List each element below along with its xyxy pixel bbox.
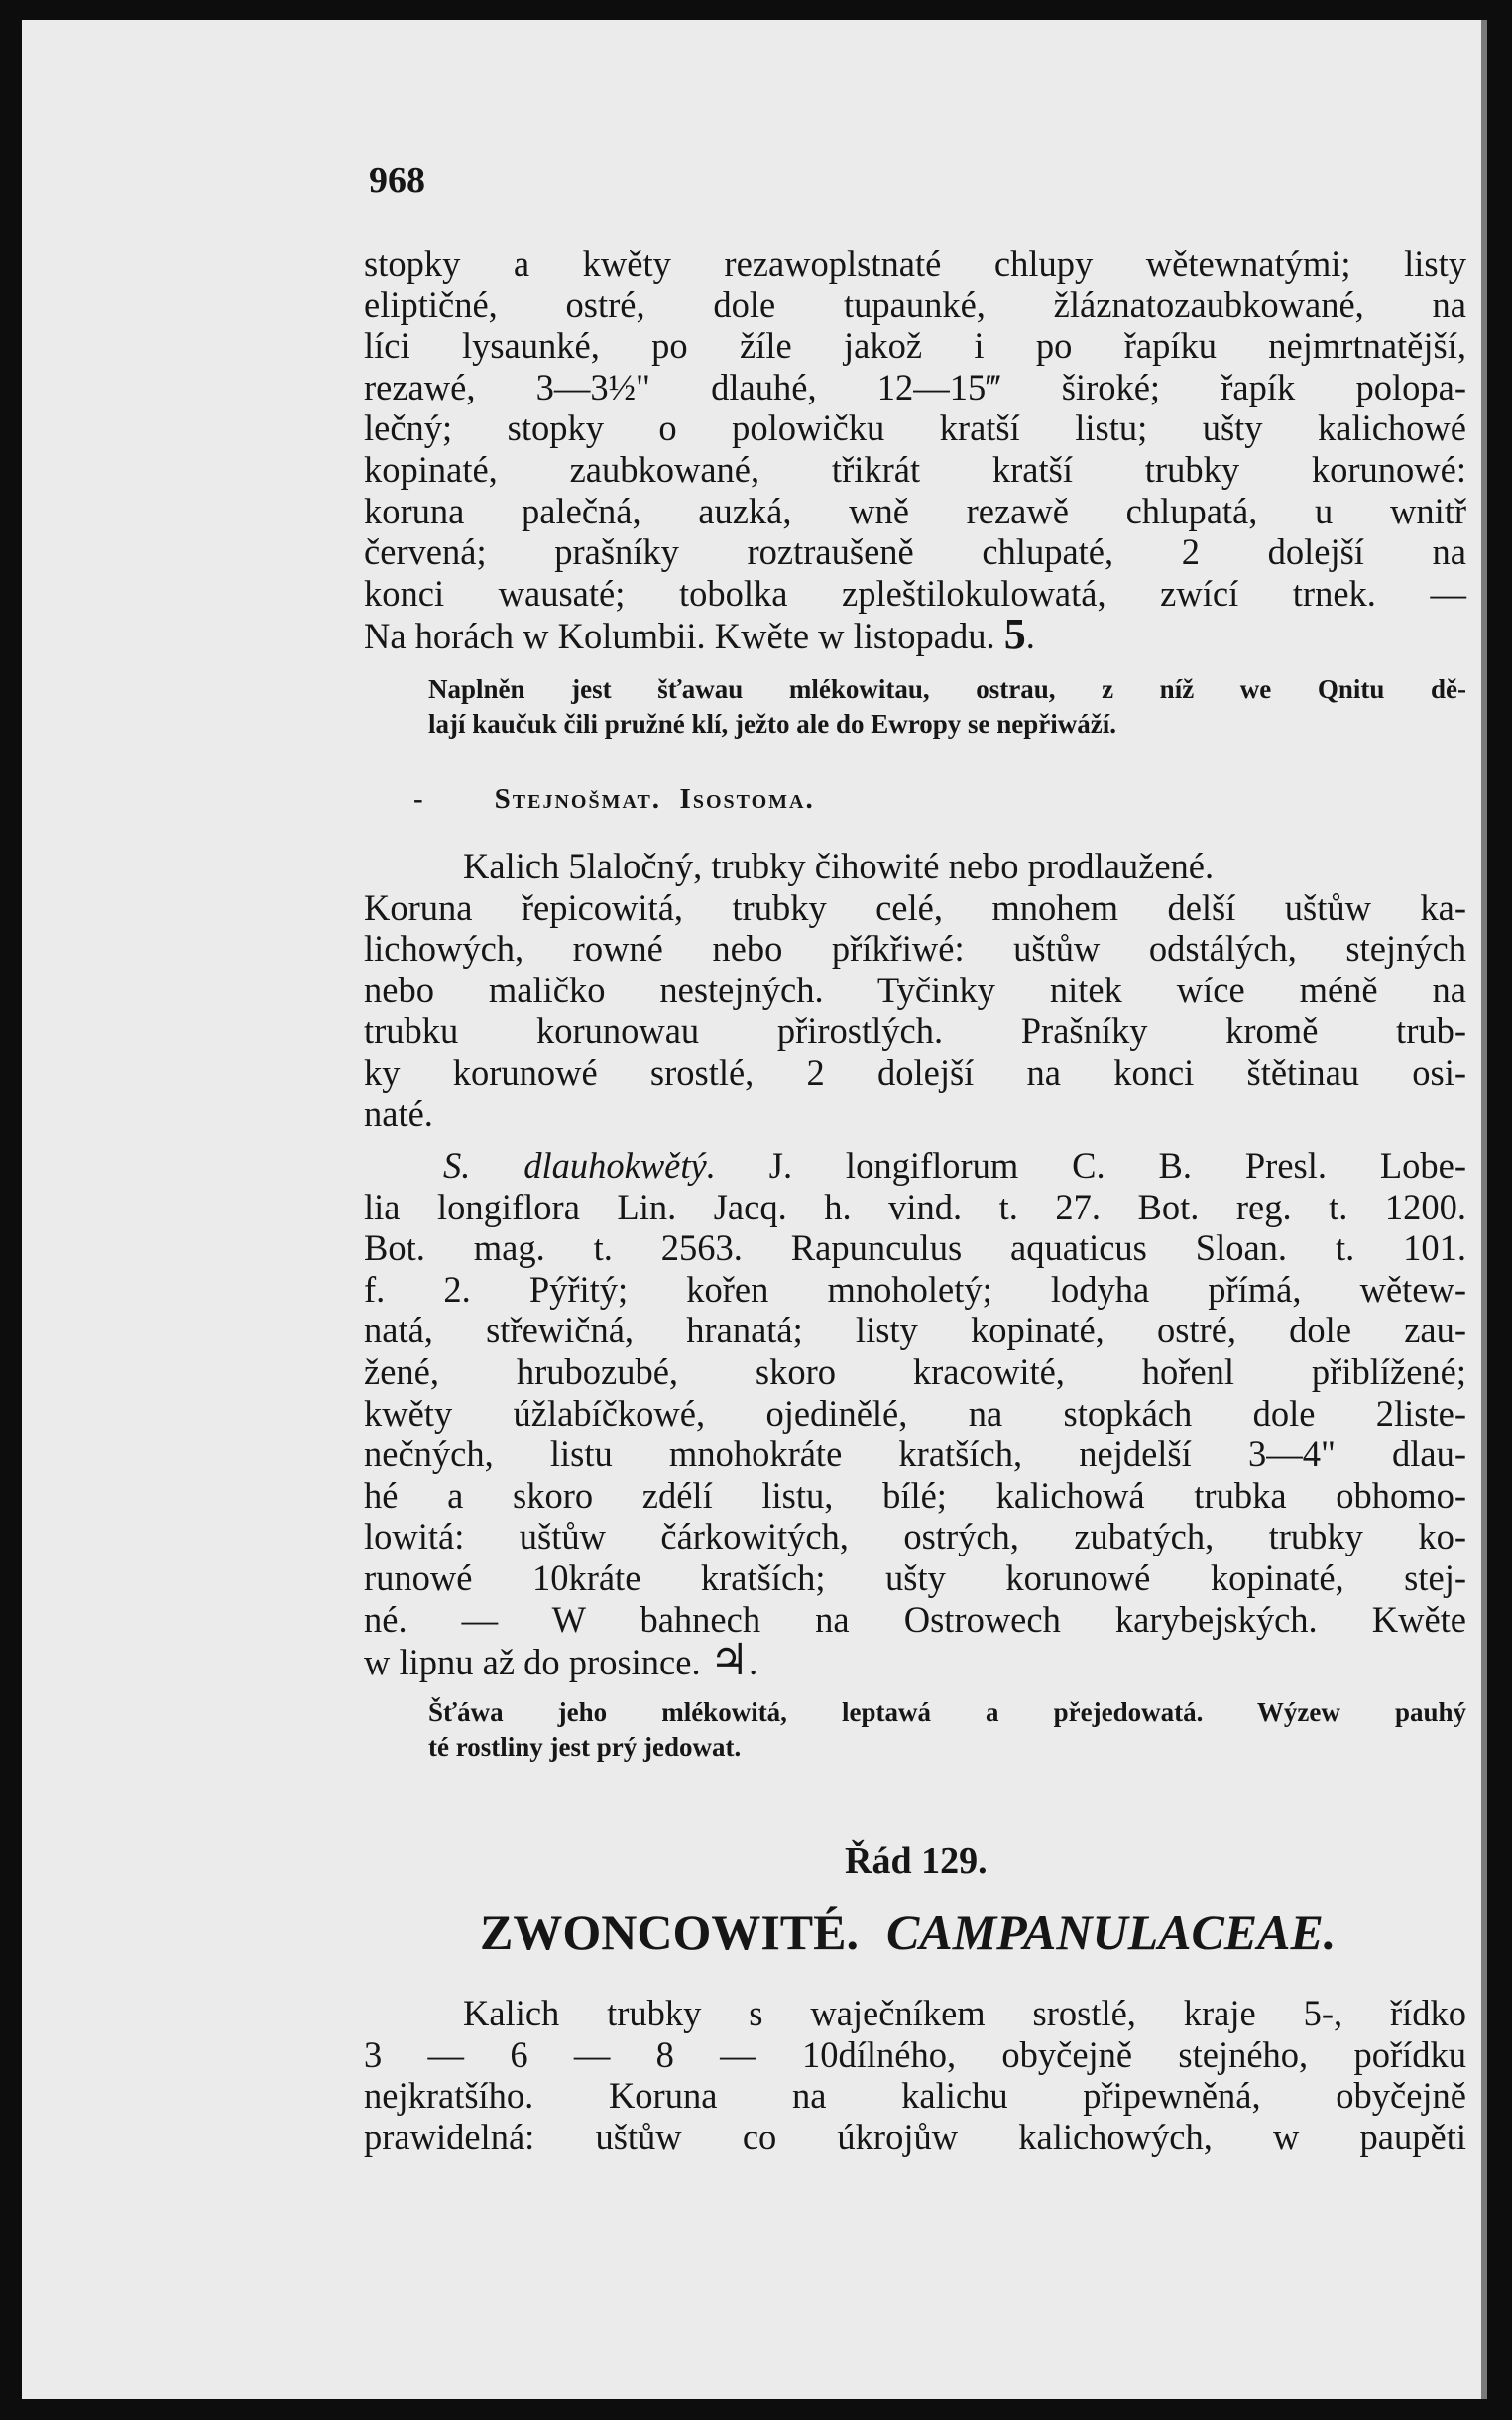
text-line-last: w lipnu až do prosince. ♃.	[364, 1636, 758, 1685]
text-line: Kalich 5laločný, trubky čihowité nebo prodlaužené.	[463, 846, 1215, 886]
species-name: S. dlauhokwětý.	[443, 1145, 716, 1186]
species-line	[364, 1145, 1466, 1187]
text-line: stopky a kwěty rezawoplstnaté chlupy wětewnatými; listy	[364, 243, 1466, 284]
page-number: 968	[369, 160, 425, 201]
text-line: lowitá: uštůw čárkowitých, ostrých, zubatých, trubky ko-	[364, 1516, 1466, 1557]
text-line: červená; prašníky roztraušeně chlupaté, 2 dolejší na	[364, 531, 1466, 573]
text-line: kwěty úžlabíčkowé, ojedinělé, na stopkách dole 2liste-	[364, 1392, 1466, 1434]
note-line: té rostliny jest prý jedowat.	[428, 1732, 742, 1762]
shrub-symbol: 5	[1003, 610, 1026, 659]
text-line: kopinaté, zaubkowané, třikrát kratší trubky korunowé:	[364, 448, 1466, 490]
species-line: Bot. mag. t. 2563. Rapunculus aquaticus Sloan. t. 101.	[364, 1227, 1466, 1269]
text-line: lichowých, rowné nebo příkřiwé: uštůw odstálých, stejných	[364, 928, 1466, 970]
habitat-text: Na horách w Kolumbii. Kwěte w listopadu.	[364, 616, 995, 657]
text-line: líci lysaunké, po žíle jakož i po řapíku nejmrtnatější,	[364, 325, 1466, 367]
genus-description-paragraph	[364, 846, 1466, 1134]
text-line: konci wausaté; tobolka zpleštilokulowatá, zwící trnek. —	[364, 572, 1466, 614]
text-line: Kalich trubky s waječníkem srostlé, kraje 5-, řídko	[463, 1993, 1466, 2033]
book-page	[22, 20, 1487, 2399]
text-line: eliptičné, ostré, dole tupaunké, žláznatozaubkowané, na	[364, 284, 1466, 325]
text-line: trubku korunowau přirostlých. Prašníky kromě trub-	[364, 1010, 1466, 1052]
genus-heading	[413, 783, 815, 816]
text-line: lečný; stopky o polowičku kratší listu; ušty kalichowé	[364, 407, 1466, 449]
species-line: f. 2. Pýřitý; kořen mnoholetý; lodyha přímá, wětew-	[364, 1268, 1466, 1310]
text-line: koruna palečná, auzká, wně rezawě chlupatá, u wnitř	[364, 490, 1466, 531]
text-line: nečných, listu mnohokráte kratších, nejdelší 3—4" dlau-	[364, 1434, 1466, 1475]
family-heading	[480, 1903, 1336, 1961]
perennial-symbol: ♃	[709, 1636, 750, 1685]
text-line-last: naté.	[364, 1093, 433, 1134]
text-line: né. — W bahnech na Ostrowech karybejských. Kwěte	[364, 1598, 1466, 1640]
text-line: runowé 10kráte kratších; ušty korunowé kopinaté, stej-	[364, 1556, 1466, 1598]
note-line: lají kaučuk čili pružné klí, ježto ale do Ewropy se nepřiwáží.	[428, 709, 1116, 739]
species-entry	[364, 1145, 1466, 1683]
species-line: lia longiflora Lin. Jacq. h. vind. t. 27. Bot. reg. t. 1200.	[364, 1186, 1466, 1227]
order-heading: Řád 129.	[845, 1840, 988, 1882]
species-description-paragraph	[364, 243, 1466, 657]
footnote-toxic	[428, 1695, 1466, 1765]
text-line: rezawé, 3—3½" dlauhé, 12—15‴ široké; řapík polopa-	[364, 366, 1466, 407]
note-line: Šťáwa jeho mlékowitá, leptawá a přejedowatá. Wýzew pauhý	[428, 1697, 1466, 1727]
genus-czech-name: Stejnošmat.	[494, 783, 662, 815]
note-line: Naplněn jest šťawau mlékowitau, ostrau, z níž we Qnitu dě-	[428, 674, 1466, 704]
text-line-last: Na horách w Kolumbii. Kwěte w listopadu. 5.	[364, 610, 1035, 659]
genus-dash: -	[413, 783, 425, 815]
text-line: Koruna řepicowitá, trubky celé, mnohem delší uštůw ka-	[364, 886, 1466, 928]
text-line: prawidelná: uštůw co úkrojůw kalichowých, w paupěti	[364, 2116, 1466, 2157]
family-latin-name: CAMPANULACEAE.	[886, 1904, 1337, 1960]
text-line: nejkratšího. Koruna na kalichu připewněná, obyčejně	[364, 2075, 1466, 2117]
text-line: ky korunowé srostlé, 2 dolejší na konci štětinau osi-	[364, 1051, 1466, 1093]
text-line: natá, střewičná, hranatá; listy kopinaté, ostré, dole zau-	[364, 1310, 1466, 1351]
text-line: žené, hrubozubé, skoro kracowité, hořenl přiblížené;	[364, 1350, 1466, 1392]
family-description-paragraph	[364, 1993, 1466, 2157]
flowering-text: w lipnu až do prosince.	[364, 1642, 701, 1683]
family-czech-name: ZWONCOWITÉ.	[480, 1904, 860, 1960]
genus-latin-name: Isostoma.	[679, 783, 815, 815]
text-line: hé a skoro zdélí listu, bílé; kalichowá trubka obhomo-	[364, 1474, 1466, 1516]
species-synonym: J. longiflorum C. B. Presl. Lobe-	[768, 1145, 1467, 1186]
text-line: nebo maličko nestejných. Tyčinky nitek wíce méně na	[364, 969, 1466, 1010]
footnote-latex	[428, 672, 1466, 742]
text-line: 3 — 6 — 8 — 10dílného, obyčejně stejného, pořídku	[364, 2033, 1466, 2075]
